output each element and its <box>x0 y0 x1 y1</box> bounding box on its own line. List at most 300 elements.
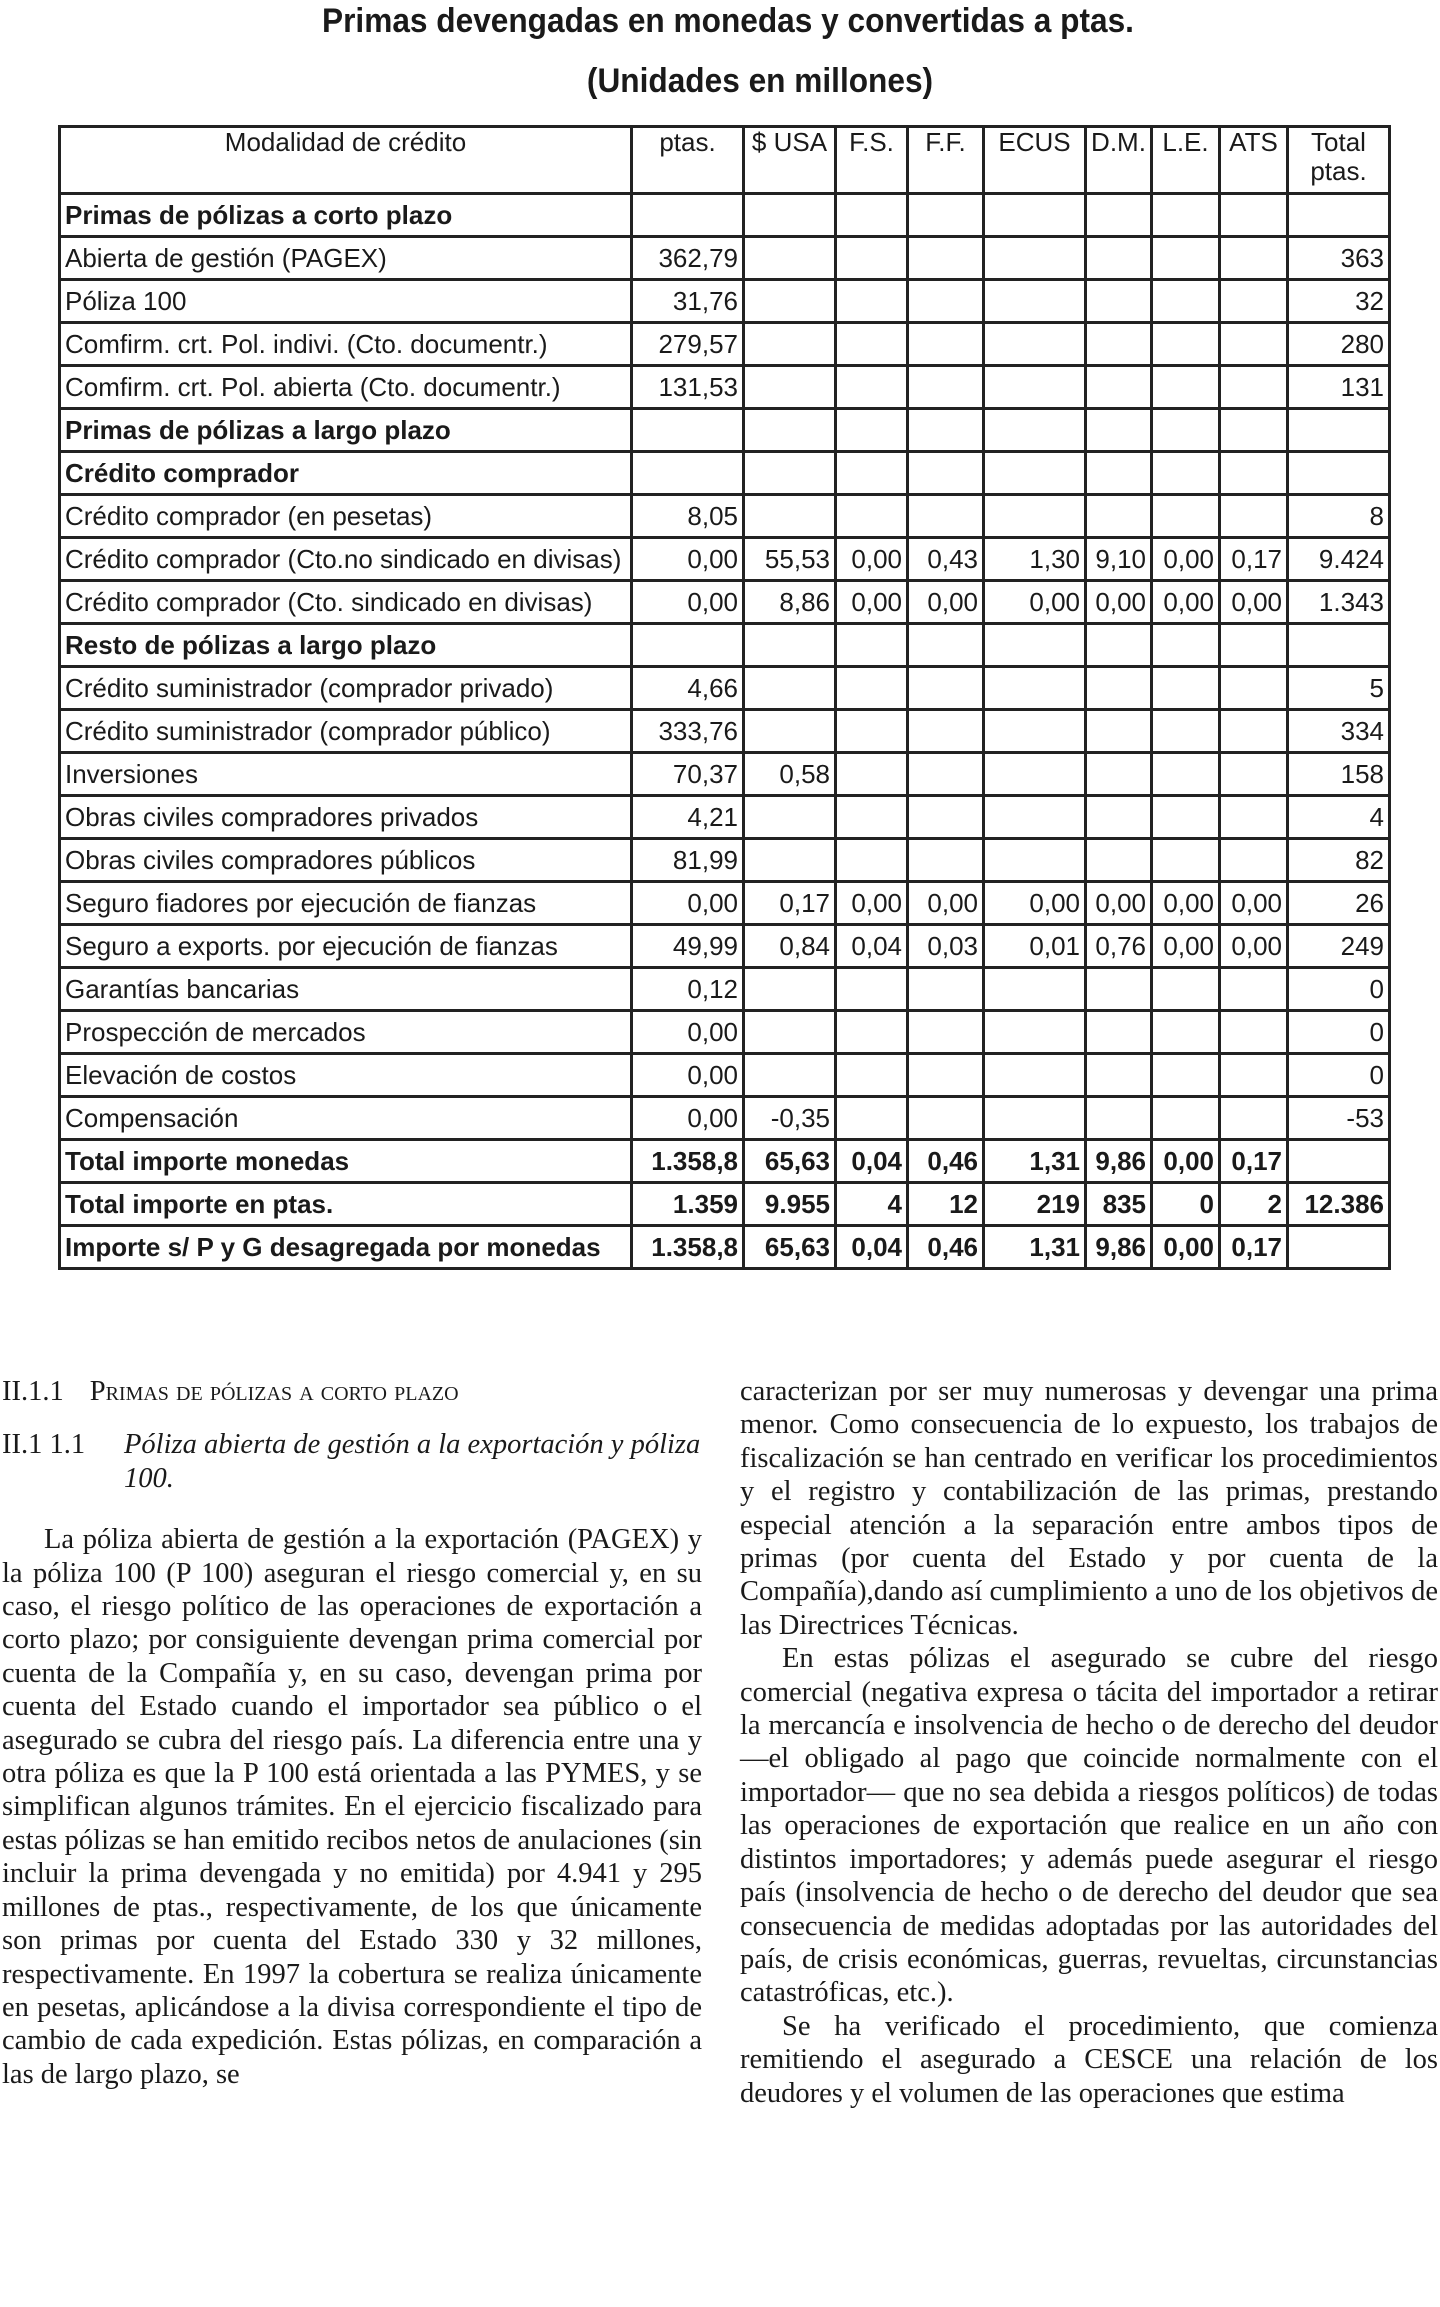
table-cell: 82 <box>1288 839 1390 882</box>
table-row <box>60 839 1390 882</box>
table-cell: 0,17 <box>1220 1140 1288 1183</box>
table-cell <box>632 194 744 237</box>
table-cell <box>1152 667 1220 710</box>
table-cell <box>1152 495 1220 538</box>
table-cell <box>1152 194 1220 237</box>
table-cell: 0,43 <box>908 538 984 581</box>
table-cell <box>744 624 836 667</box>
table-cell: 0 <box>1288 1011 1390 1054</box>
table-title: Primas devengadas en monedas y convertidas a ptas. <box>322 2 1134 40</box>
table-cell: 0,00 <box>632 581 744 624</box>
table-cell <box>1220 796 1288 839</box>
table-cell <box>908 968 984 1011</box>
table-cell <box>836 624 908 667</box>
row-label: Total importe en ptas. <box>60 1183 632 1226</box>
table-cell <box>1086 495 1152 538</box>
table-cell: 9.955 <box>744 1183 836 1226</box>
table-cell: 1.359 <box>632 1183 744 1226</box>
table-cell <box>1152 839 1220 882</box>
row-label: Obras civiles compradores privados <box>60 796 632 839</box>
left-column <box>2 1375 702 2091</box>
table-cell <box>1086 968 1152 1011</box>
table-cell: -0,35 <box>744 1097 836 1140</box>
table-cell: 0,00 <box>836 581 908 624</box>
table-cell <box>836 1011 908 1054</box>
row-label: Seguro a exports. por ejecución de fianzas <box>60 925 632 968</box>
table-cell <box>908 710 984 753</box>
table-cell <box>984 710 1086 753</box>
table-cell <box>836 237 908 280</box>
table-cell: 0,04 <box>836 925 908 968</box>
table-cell <box>1288 409 1390 452</box>
table-cell <box>836 1054 908 1097</box>
subsection-title: Póliza abierta de gestión a la exportación y póliza 100. <box>124 1429 701 1494</box>
table-cell: 0,00 <box>1086 882 1152 925</box>
table-cell <box>836 1097 908 1140</box>
table-cell <box>1220 1097 1288 1140</box>
table-row <box>60 409 1390 452</box>
table-cell: 0,76 <box>1086 925 1152 968</box>
table-cell: 0,46 <box>908 1226 984 1269</box>
table-cell <box>744 452 836 495</box>
table-cell <box>1086 280 1152 323</box>
table-cell: 0,17 <box>744 882 836 925</box>
section-title: Primas de pólizas a corto plazo <box>89 1376 459 1407</box>
table-cell <box>1220 280 1288 323</box>
table-cell: 0 <box>1288 968 1390 1011</box>
table-cell <box>1152 968 1220 1011</box>
table-cell <box>836 710 908 753</box>
table-cell <box>1152 1054 1220 1097</box>
table-cell <box>908 1011 984 1054</box>
table-cell <box>836 409 908 452</box>
table-cell <box>908 366 984 409</box>
table-cell <box>1152 452 1220 495</box>
row-label: Primas de pólizas a corto plazo <box>60 194 632 237</box>
row-label: Comfirm. crt. Pol. abierta (Cto. documentr.) <box>60 366 632 409</box>
table-cell: 0 <box>1152 1183 1220 1226</box>
table-cell <box>908 280 984 323</box>
column-header: L.E. <box>1152 127 1220 194</box>
table-cell: 0,00 <box>984 581 1086 624</box>
table-cell: 2 <box>1220 1183 1288 1226</box>
table-cell <box>1086 1097 1152 1140</box>
table-cell <box>836 667 908 710</box>
table-cell: 0,00 <box>632 538 744 581</box>
table-cell: 0,00 <box>632 1097 744 1140</box>
table-cell <box>1288 194 1390 237</box>
table-cell: 0,84 <box>744 925 836 968</box>
table-cell <box>1086 796 1152 839</box>
table-cell: 9,86 <box>1086 1140 1152 1183</box>
table-cell <box>744 323 836 366</box>
table-cell: 835 <box>1086 1183 1152 1226</box>
subsection-heading <box>2 1428 702 1495</box>
column-header: D.M. <box>1086 127 1152 194</box>
table-cell <box>908 624 984 667</box>
table-cell <box>836 968 908 1011</box>
table-cell <box>836 323 908 366</box>
table-cell <box>836 796 908 839</box>
table-row <box>60 1011 1390 1054</box>
table-cell <box>1220 323 1288 366</box>
table-cell <box>1152 323 1220 366</box>
table-cell: 0,00 <box>1220 882 1288 925</box>
table-cell: 0,12 <box>632 968 744 1011</box>
row-label: Abierta de gestión (PAGEX) <box>60 237 632 280</box>
table-header-row <box>60 127 1390 194</box>
table-cell <box>908 839 984 882</box>
table-cell <box>984 839 1086 882</box>
row-label: Crédito comprador <box>60 452 632 495</box>
body-paragraph: En estas pólizas el asegurado se cubre del riesgo comercial (negativa expresa o tácita del importador a retirar la mercancía e insolvencia de hecho o de derecho del deudor —el obligado al pago que coincide normalmente con el importador— que no sea debida a riesgos políticos) de todas las operaciones de exportación que realice en un año con distintos importadores; y además puede asegurar el riesgo país (insolvencia de hecho o de derecho del deudor que sea consecuencia de medidas adoptadas por las autoridades del país, de crisis económicas, guerras, revueltas, circunstancias catastróficas, etc.). <box>740 1643 1438 2009</box>
table-cell <box>1086 710 1152 753</box>
table-cell: 0,00 <box>836 882 908 925</box>
table-cell <box>836 366 908 409</box>
premiums-table <box>58 125 1391 1270</box>
table-cell: 9.424 <box>1288 538 1390 581</box>
body-paragraph: caracterizan por ser muy numerosas y devengar una prima menor. Como consecuencia de lo expuesto, los trabajos de fiscalización se han centrado en verificar los procedimientos y el registro y contabilización de las primas, prestando especial atención a la separación entre ambos tipos de primas (por cuenta del Estado y por cuenta de la Compañía),dando así cumplimiento a uno de los objetivos de las Directrices Técnicas. <box>740 1376 1438 1641</box>
table-cell <box>908 237 984 280</box>
row-label: Crédito suministrador (comprador privado) <box>60 667 632 710</box>
table-cell: 0,00 <box>984 882 1086 925</box>
table-cell <box>632 624 744 667</box>
table-cell: 0,58 <box>744 753 836 796</box>
subsection-number: II.1 1.1 <box>2 1429 86 1461</box>
table-cell <box>908 796 984 839</box>
table-cell <box>984 366 1086 409</box>
table-cell: 55,53 <box>744 538 836 581</box>
row-label: Primas de pólizas a largo plazo <box>60 409 632 452</box>
table-row <box>60 1226 1390 1269</box>
table-cell: 219 <box>984 1183 1086 1226</box>
table-cell <box>1220 753 1288 796</box>
table-row <box>60 1097 1390 1140</box>
table-cell <box>1086 366 1152 409</box>
table-cell <box>1086 194 1152 237</box>
table-cell <box>984 1054 1086 1097</box>
table-cell <box>984 667 1086 710</box>
table-cell <box>1086 1054 1152 1097</box>
table-cell <box>744 667 836 710</box>
table-cell <box>836 753 908 796</box>
table-cell <box>1086 409 1152 452</box>
table-cell <box>984 495 1086 538</box>
table-cell <box>1288 452 1390 495</box>
table-cell <box>1152 409 1220 452</box>
table-cell <box>744 409 836 452</box>
table-cell: 0,04 <box>836 1226 908 1269</box>
right-column <box>740 1375 1438 2110</box>
table-cell <box>744 1054 836 1097</box>
table-cell: 363 <box>1288 237 1390 280</box>
table-cell: 0,00 <box>1220 925 1288 968</box>
table-cell: 4,66 <box>632 667 744 710</box>
table-cell <box>1288 1140 1390 1183</box>
table-cell: 4,21 <box>632 796 744 839</box>
table-cell <box>1220 968 1288 1011</box>
table-cell: 49,99 <box>632 925 744 968</box>
table-cell <box>1220 409 1288 452</box>
table-cell <box>984 796 1086 839</box>
table-row <box>60 538 1390 581</box>
table-row <box>60 882 1390 925</box>
table-cell <box>1152 280 1220 323</box>
table-cell <box>1086 237 1152 280</box>
row-label: Obras civiles compradores públicos <box>60 839 632 882</box>
table-cell <box>1220 452 1288 495</box>
table-cell: 0,00 <box>1152 1140 1220 1183</box>
table-cell <box>1152 1097 1220 1140</box>
table-cell: 362,79 <box>632 237 744 280</box>
row-label: Prospección de mercados <box>60 1011 632 1054</box>
table-cell <box>908 409 984 452</box>
table-cell: 8,05 <box>632 495 744 538</box>
table-cell <box>984 624 1086 667</box>
row-label: Resto de pólizas a largo plazo <box>60 624 632 667</box>
table-cell: 1.358,8 <box>632 1140 744 1183</box>
table-cell: 12.386 <box>1288 1183 1390 1226</box>
row-label: Elevación de costos <box>60 1054 632 1097</box>
table-cell <box>1086 624 1152 667</box>
table-cell: 0,00 <box>1152 882 1220 925</box>
table-cell: 1.358,8 <box>632 1226 744 1269</box>
table-cell <box>836 839 908 882</box>
table-cell: 0,00 <box>1220 581 1288 624</box>
table-cell: 65,63 <box>744 1226 836 1269</box>
table-cell: 0,00 <box>632 882 744 925</box>
table-cell: 333,76 <box>632 710 744 753</box>
row-label: Importe s/ P y G desagregada por monedas <box>60 1226 632 1269</box>
table-cell: -53 <box>1288 1097 1390 1140</box>
table-cell: 334 <box>1288 710 1390 753</box>
table-cell: 280 <box>1288 323 1390 366</box>
table-cell: 9,10 <box>1086 538 1152 581</box>
table-cell <box>984 753 1086 796</box>
table-cell <box>1220 495 1288 538</box>
table-cell <box>908 495 984 538</box>
table-cell <box>744 366 836 409</box>
row-label: Seguro fiadores por ejecución de fianzas <box>60 882 632 925</box>
column-header: Total ptas. <box>1288 127 1390 194</box>
table-cell <box>1152 796 1220 839</box>
table-row <box>60 1183 1390 1226</box>
table-row <box>60 194 1390 237</box>
table-cell: 1,31 <box>984 1226 1086 1269</box>
table-cell <box>984 323 1086 366</box>
row-label: Crédito comprador (en pesetas) <box>60 495 632 538</box>
table-cell <box>1220 667 1288 710</box>
column-header: F.S. <box>836 127 908 194</box>
column-header: F.F. <box>908 127 984 194</box>
table-cell <box>744 237 836 280</box>
table-cell <box>1086 667 1152 710</box>
table-cell <box>632 452 744 495</box>
table-cell <box>1220 1011 1288 1054</box>
table-cell <box>744 968 836 1011</box>
table-cell: 1,30 <box>984 538 1086 581</box>
table-cell: 0,00 <box>908 581 984 624</box>
table-cell: 0,00 <box>1152 925 1220 968</box>
table-cell <box>1086 753 1152 796</box>
table-cell <box>744 495 836 538</box>
table-cell: 8,86 <box>744 581 836 624</box>
table-cell <box>1220 1054 1288 1097</box>
table-cell: 0,01 <box>984 925 1086 968</box>
column-header: ECUS <box>984 127 1086 194</box>
table-cell <box>1152 624 1220 667</box>
table-cell: 0,00 <box>1152 538 1220 581</box>
table-cell: 131,53 <box>632 366 744 409</box>
table-row <box>60 280 1390 323</box>
table-subtitle: (Unidades en millones) <box>586 62 934 100</box>
table-cell <box>744 194 836 237</box>
table-cell <box>744 796 836 839</box>
table-cell: 279,57 <box>632 323 744 366</box>
table-row <box>60 624 1390 667</box>
table-cell <box>1152 1011 1220 1054</box>
table-cell <box>984 409 1086 452</box>
section-number: II.1.1 <box>2 1376 64 1407</box>
table-cell: 0,46 <box>908 1140 984 1183</box>
table-cell <box>908 667 984 710</box>
table-cell: 8 <box>1288 495 1390 538</box>
table-cell: 0,00 <box>1152 581 1220 624</box>
table-cell: 12 <box>908 1183 984 1226</box>
table-row <box>60 452 1390 495</box>
table-row <box>60 1140 1390 1183</box>
table-cell: 0 <box>1288 1054 1390 1097</box>
table-cell <box>744 839 836 882</box>
table-row <box>60 667 1390 710</box>
row-label: Crédito comprador (Cto.no sindicado en divisas) <box>60 538 632 581</box>
table-row <box>60 237 1390 280</box>
table-cell <box>836 452 908 495</box>
table-cell <box>1220 624 1288 667</box>
row-label: Garantías bancarias <box>60 968 632 1011</box>
row-label: Comfirm. crt. Pol. indivi. (Cto. documentr.) <box>60 323 632 366</box>
table-cell <box>1220 366 1288 409</box>
table-cell: 0,00 <box>836 538 908 581</box>
table-cell: 26 <box>1288 882 1390 925</box>
table-cell <box>908 1054 984 1097</box>
table-cell <box>1220 839 1288 882</box>
table-cell: 0,00 <box>1086 581 1152 624</box>
table-row <box>60 796 1390 839</box>
table-cell: 70,37 <box>632 753 744 796</box>
table-row <box>60 753 1390 796</box>
table-cell <box>908 323 984 366</box>
column-header: $ USA <box>744 127 836 194</box>
table-cell <box>1220 710 1288 753</box>
table-row <box>60 495 1390 538</box>
table-cell <box>908 452 984 495</box>
table-cell: 65,63 <box>744 1140 836 1183</box>
table-cell: 4 <box>1288 796 1390 839</box>
table-cell <box>984 194 1086 237</box>
table-cell <box>836 280 908 323</box>
row-label: Compensación <box>60 1097 632 1140</box>
body-paragraph: Se ha verificado el procedimiento, que comienza remitiendo el asegurado a CESCE una relación de los deudores y el volumen de las operaciones que estima <box>740 2010 1438 2109</box>
table-cell <box>984 1011 1086 1054</box>
table-row <box>60 968 1390 1011</box>
table-cell <box>1086 452 1152 495</box>
table-cell <box>1288 624 1390 667</box>
section-heading <box>2 1375 702 1408</box>
table-cell <box>1152 753 1220 796</box>
table-cell: 0,00 <box>632 1054 744 1097</box>
table-cell: 158 <box>1288 753 1390 796</box>
table-cell <box>908 194 984 237</box>
table-cell <box>1288 1226 1390 1269</box>
table-row <box>60 581 1390 624</box>
table-cell <box>984 968 1086 1011</box>
table-cell <box>908 1097 984 1140</box>
table-cell: 5 <box>1288 667 1390 710</box>
table-cell: 131 <box>1288 366 1390 409</box>
column-header: Modalidad de crédito <box>60 127 632 194</box>
table-cell: 9,86 <box>1086 1226 1152 1269</box>
row-label: Crédito suministrador (comprador público) <box>60 710 632 753</box>
table-cell <box>744 280 836 323</box>
table-cell: 1,31 <box>984 1140 1086 1183</box>
table-cell <box>908 753 984 796</box>
table-cell <box>632 409 744 452</box>
row-label: Total importe monedas <box>60 1140 632 1183</box>
table-cell <box>1152 366 1220 409</box>
table-cell: 81,99 <box>632 839 744 882</box>
row-label: Crédito comprador (Cto. sindicado en divisas) <box>60 581 632 624</box>
table-cell <box>1152 237 1220 280</box>
body-paragraph: La póliza abierta de gestión a la exportación (PAGEX) y la póliza 100 (P 100) aseguran el riesgo comercial y, en su caso, el riesgo político de las operaciones de exportación a corto plazo; por consiguiente devengan prima comercial por cuenta de la Compañía y, en su caso, devengan prima por cuenta del Estado cuando el importador sea público o el asegurado se cubra del riesgo país. La diferencia entre una y otra póliza es que la P 100 está orientada a las PYMES, y se simplifican algunos trámites. En el ejercicio fiscalizado para estas pólizas se han emitido recibos netos de anulaciones (sin incluir la prima devengada y no emitida) por 4.941 y 295 millones de ptas., respectivamente, de los que únicamente son primas por cuenta del Estado 330 y 32 millones, respectivamente. En 1997 la cobertura se realiza únicamente en pesetas, aplicándose a la divisa correspondiente el tipo de cambio de cada expedición. Estas pólizas, en comparación a las de largo plazo, se <box>2 1524 702 2090</box>
table-cell <box>1086 1011 1152 1054</box>
table-cell <box>984 237 1086 280</box>
table-cell: 249 <box>1288 925 1390 968</box>
table-row <box>60 1054 1390 1097</box>
row-label: Póliza 100 <box>60 280 632 323</box>
table-cell: 32 <box>1288 280 1390 323</box>
table-cell <box>744 710 836 753</box>
table-cell <box>984 280 1086 323</box>
table-cell <box>984 452 1086 495</box>
table-cell <box>836 495 908 538</box>
table-cell <box>1086 323 1152 366</box>
table-cell: 31,76 <box>632 280 744 323</box>
table-cell: 0,00 <box>632 1011 744 1054</box>
column-header: ptas. <box>632 127 744 194</box>
row-label: Inversiones <box>60 753 632 796</box>
table-cell: 4 <box>836 1183 908 1226</box>
table-cell: 0,00 <box>1152 1226 1220 1269</box>
table-cell <box>1086 839 1152 882</box>
table-cell: 0,17 <box>1220 1226 1288 1269</box>
table-row <box>60 366 1390 409</box>
table-cell: 0,00 <box>908 882 984 925</box>
table-cell <box>1152 710 1220 753</box>
table-cell: 0,03 <box>908 925 984 968</box>
table-cell: 0,04 <box>836 1140 908 1183</box>
table-cell <box>744 1011 836 1054</box>
table-cell <box>836 194 908 237</box>
table-cell: 0,17 <box>1220 538 1288 581</box>
table-cell <box>1220 194 1288 237</box>
table-cell <box>1220 237 1288 280</box>
table-row <box>60 710 1390 753</box>
table-row <box>60 323 1390 366</box>
table-row <box>60 925 1390 968</box>
table-cell <box>984 1097 1086 1140</box>
column-header: ATS <box>1220 127 1288 194</box>
